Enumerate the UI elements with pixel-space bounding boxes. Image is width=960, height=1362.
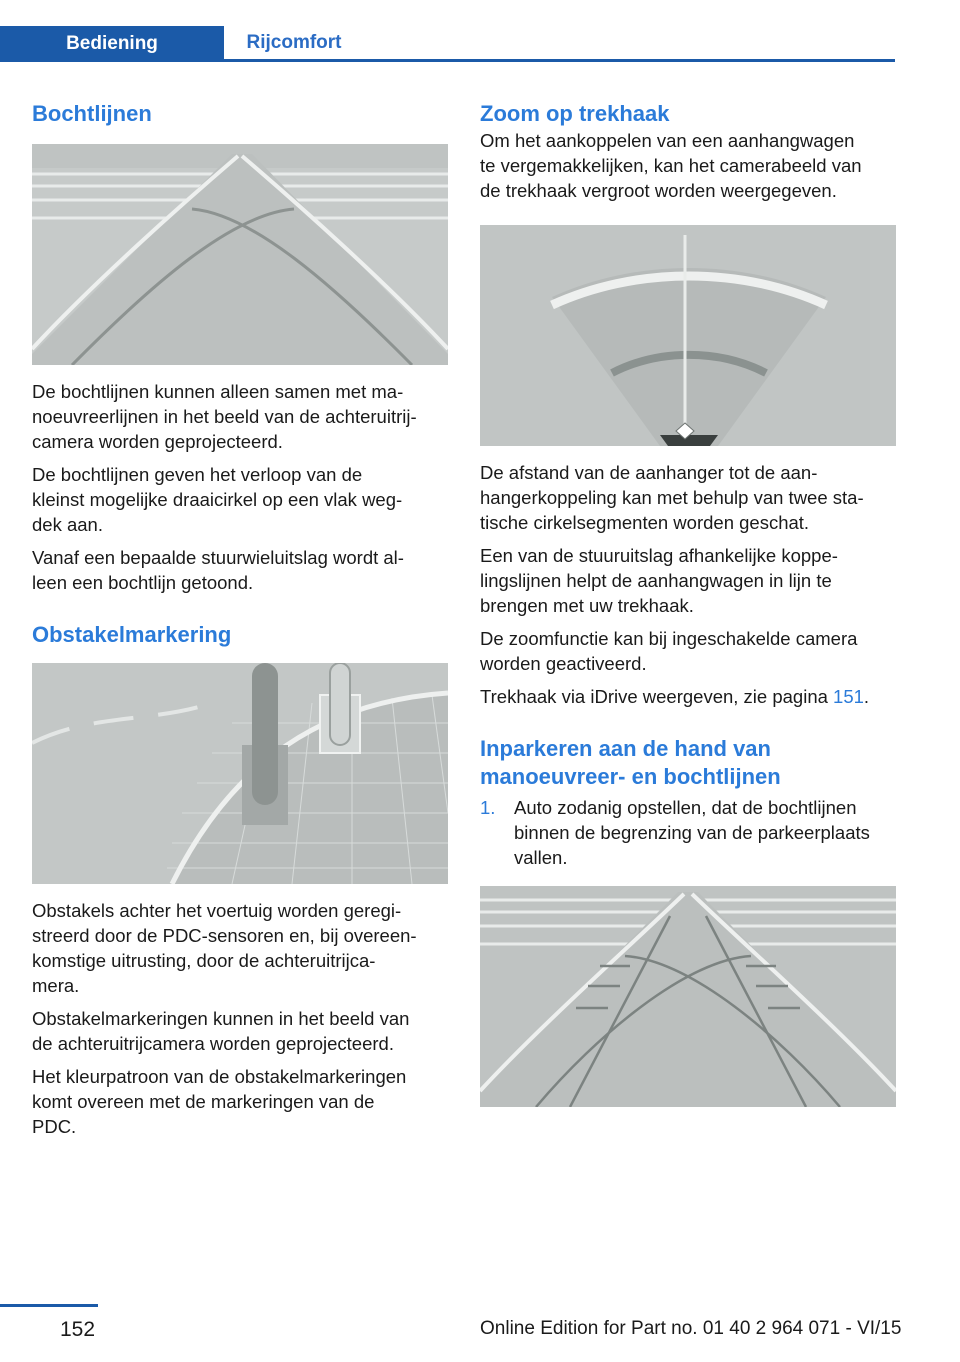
figure-bochtlijnen	[32, 144, 448, 365]
step-number: 1.	[480, 797, 496, 818]
para-zoom-5: Trekhaak via iDrive weergeven, zie pagina 151.	[480, 686, 870, 707]
figure-obstakelmarkering	[32, 663, 448, 884]
heading-inparkeren: Inparkeren aan de hand van manoeuvreer- en bochtlijnen	[480, 736, 781, 789]
para-zoom-3: Een van de stuuruitslag afhankelijke koppe- lingslijnen helpt de aanhangwagen in lijn te brengen met uw trekhaak.	[480, 545, 838, 616]
edition-footer: Online Edition for Part no. 01 40 2 964 071 - VI/15	[480, 1318, 902, 1339]
footer-rule	[0, 1304, 98, 1307]
para-bochtlijnen-2: De bochtlijnen geven het verloop van de kleinst mogelijke draaicirkel op een vlak weg- dek aan.	[32, 464, 403, 535]
tab-bediening[interactable]: Bediening	[0, 26, 224, 62]
para-zoom-1: Om het aankoppelen van een aanhangwagen te vergemakkelijken, kan het camerabeeld van de trekhaak vergroot worden weergegeven.	[480, 130, 862, 201]
page-link-151[interactable]: 151	[833, 686, 864, 707]
para-obstakel-3: Het kleurpatroon van de obstakelmarkeringen komt overeen met de markeringen van de PDC.	[32, 1066, 407, 1137]
left-column	[32, 100, 448, 1139]
right-column	[480, 100, 896, 1107]
para-bochtlijnen-1: De bochtlijnen kunnen alleen samen met ma- noeuvreerlijnen in het beeld van de achteruitrij- camera worden geprojecteerd.	[32, 381, 417, 452]
page-number: 152	[60, 1318, 96, 1341]
list-item: 1. Auto zodanig opstellen, dat de bochtlijnen binnen de begrenzing van de parkeerplaats vallen.	[480, 797, 870, 868]
para-bochtlijnen-3: Vanaf een bepaalde stuurwieluitslag wordt al- leen een bochtlijn getoond.	[32, 547, 404, 593]
heading-bochtlijnen: Bochtlijnen	[32, 101, 152, 126]
chapter-tabbar	[0, 26, 895, 62]
para-zoom-2: De afstand van de aanhanger tot de aan- hangerkoppeling kan met behulp van twee sta- tische cirkelsegmenten worden geschat.	[480, 462, 864, 533]
para-obstakel-2: Obstakelmarkeringen kunnen in het beeld van de achteruitrijcamera worden geprojecteerd.	[32, 1008, 410, 1054]
heading-zoom-trekhaak: Zoom op trekhaak	[480, 101, 670, 126]
para-zoom-4: De zoomfunctie kan bij ingeschakelde camera worden geactiveerd.	[480, 628, 858, 674]
tabbar-underline	[0, 59, 895, 62]
figure-inparkeren	[480, 886, 896, 1107]
steps-list	[480, 795, 896, 870]
para-obstakel-1: Obstakels achter het voertuig worden geregi- streerd door de PDC-sensoren en, bij overeen- komstige uitrusting, door de achteruitrijca- mera.	[32, 900, 417, 996]
heading-obstakelmarkering: Obstakelmarkering	[32, 622, 232, 647]
tab-rijcomfort[interactable]: Rijcomfort	[246, 31, 342, 53]
figure-zoom-trekhaak	[480, 225, 896, 446]
